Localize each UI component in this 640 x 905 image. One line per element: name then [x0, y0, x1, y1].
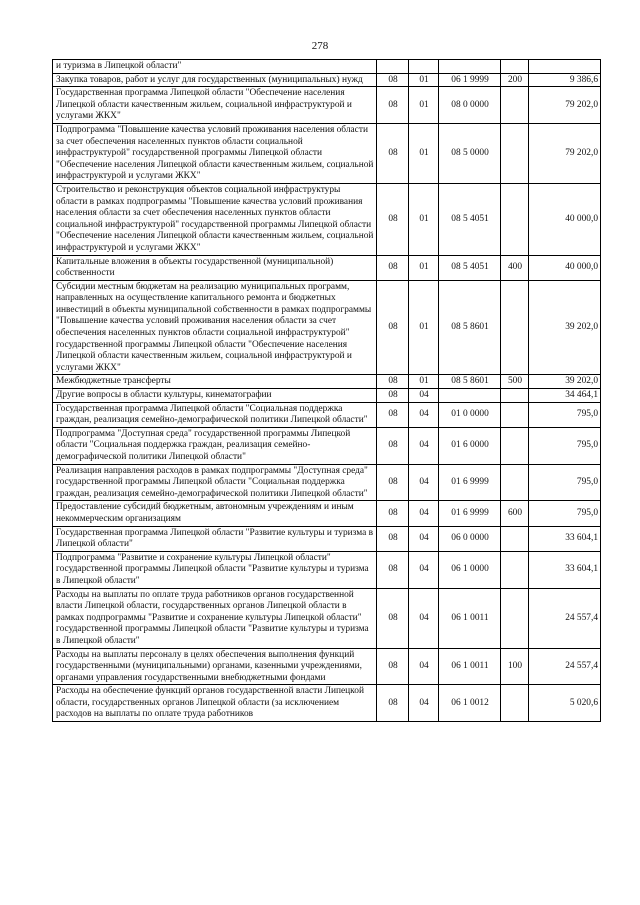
- row-amount: 79 202,0: [529, 123, 601, 183]
- table-row: [53, 427, 601, 464]
- table-row: [53, 389, 601, 403]
- row-amount: [529, 60, 601, 74]
- table-row: [53, 60, 601, 74]
- row-section: 08: [377, 464, 409, 501]
- row-section: 08: [377, 551, 409, 588]
- row-expense-type: [501, 685, 529, 722]
- row-name: Подпрограмма "Доступная среда" государственной программы Липецкой области "Социальная поддержка граждан, реализация семейно-демографической политики Липецкой области": [53, 427, 377, 464]
- table-row: [53, 551, 601, 588]
- row-name: Государственная программа Липецкой области "Обеспечение населения Липецкой области качественным жильем, социальной инфраструктурой и услугами ЖКХ": [53, 87, 377, 124]
- row-section: [377, 60, 409, 74]
- row-expense-type: [501, 183, 529, 255]
- row-subsection: 04: [409, 389, 439, 403]
- row-name: Другие вопросы в области культуры, кинематографии: [53, 389, 377, 403]
- row-name: Закупка товаров, работ и услуг для государственных (муниципальных) нужд: [53, 73, 377, 87]
- row-name: Реализация направления расходов в рамках подпрограммы "Доступная среда" государственной программы Липецкой области "Социальная поддержка граждан, реализация семейно-демографической политики Липецкой области": [53, 464, 377, 501]
- row-target-article: 01 6 0000: [439, 427, 501, 464]
- table-row: [53, 280, 601, 375]
- row-target-article: 01 0 0000: [439, 402, 501, 427]
- row-section: 08: [377, 375, 409, 389]
- table-row: [53, 464, 601, 501]
- table-row: [53, 501, 601, 526]
- row-target-article: 06 1 9999: [439, 73, 501, 87]
- row-subsection: 04: [409, 588, 439, 648]
- row-name: Межбюджетные трансферты: [53, 375, 377, 389]
- table-row: [53, 685, 601, 722]
- row-target-article: 01 6 9999: [439, 501, 501, 526]
- row-subsection: 04: [409, 551, 439, 588]
- row-section: 08: [377, 427, 409, 464]
- row-amount: 33 604,1: [529, 526, 601, 551]
- row-name: Расходы на обеспечение функций органов государственной власти Липецкой области, государственных органов Липецкой области (за исключением расходов на выплаты по оплате труда работников: [53, 685, 377, 722]
- table-row: [53, 255, 601, 280]
- row-expense-type: [501, 464, 529, 501]
- row-name: Подпрограмма "Развитие и сохранение культуры Липецкой области" государственной программы Липецкой области "Развитие культуры и туризма в Липецкой области": [53, 551, 377, 588]
- row-amount: 5 020,6: [529, 685, 601, 722]
- row-subsection: 04: [409, 427, 439, 464]
- table-row: [53, 526, 601, 551]
- row-target-article: 06 1 0000: [439, 551, 501, 588]
- row-amount: 39 202,0: [529, 375, 601, 389]
- row-expense-type: 500: [501, 375, 529, 389]
- row-section: 08: [377, 501, 409, 526]
- table-row: [53, 402, 601, 427]
- row-subsection: 04: [409, 501, 439, 526]
- row-section: 08: [377, 588, 409, 648]
- row-name: Предоставление субсидий бюджетным, автономным учреждениям и иным некоммерческим организациям: [53, 501, 377, 526]
- table-row: [53, 73, 601, 87]
- row-expense-type: [501, 60, 529, 74]
- row-amount: 33 604,1: [529, 551, 601, 588]
- row-expense-type: [501, 389, 529, 403]
- row-section: 08: [377, 526, 409, 551]
- row-target-article: 08 5 8601: [439, 280, 501, 375]
- row-subsection: 01: [409, 87, 439, 124]
- row-amount: 795,0: [529, 427, 601, 464]
- row-target-article: 01 6 9999: [439, 464, 501, 501]
- row-section: 08: [377, 183, 409, 255]
- row-amount: 40 000,0: [529, 255, 601, 280]
- table-row: [53, 123, 601, 183]
- row-target-article: [439, 389, 501, 403]
- row-expense-type: [501, 280, 529, 375]
- row-section: 08: [377, 280, 409, 375]
- row-target-article: 08 5 8601: [439, 375, 501, 389]
- table-row: [53, 375, 601, 389]
- table-row: [53, 648, 601, 685]
- row-subsection: 04: [409, 402, 439, 427]
- row-amount: 795,0: [529, 501, 601, 526]
- row-expense-type: [501, 588, 529, 648]
- row-subsection: 04: [409, 648, 439, 685]
- row-expense-type: [501, 87, 529, 124]
- row-amount: 79 202,0: [529, 87, 601, 124]
- row-name: Расходы на выплаты персоналу в целях обеспечения выполнения функций государственными (муниципальными) органами, казенными учреждениями, органами управления государственными внебюджетными фондами: [53, 648, 377, 685]
- row-name: Государственная программа Липецкой области "Развитие культуры и туризма в Липецкой области": [53, 526, 377, 551]
- row-subsection: 04: [409, 464, 439, 501]
- row-amount: 795,0: [529, 464, 601, 501]
- row-expense-type: [501, 551, 529, 588]
- table-row: [53, 588, 601, 648]
- row-target-article: 06 0 0000: [439, 526, 501, 551]
- row-section: 08: [377, 648, 409, 685]
- row-target-article: 08 0 0000: [439, 87, 501, 124]
- row-target-article: 08 5 4051: [439, 255, 501, 280]
- table-row: [53, 87, 601, 124]
- row-name: Субсидии местным бюджетам на реализацию муниципальных программ, направленных на осуществление капитального ремонта и бюджетных инвестиций в объекты муниципальной собственности в рамках подпрограммы "Повышение качества условий проживания населения области за счет обеспечения населенных пунктов области социальной инфраструктурой" государственной программы Липецкой области "Обеспечение населения Липецкой области качественным жильем, социальной инфраструктурой и услугами ЖКХ": [53, 280, 377, 375]
- page-number: 278: [311, 40, 329, 52]
- row-section: 08: [377, 685, 409, 722]
- row-expense-type: 600: [501, 501, 529, 526]
- row-section: 08: [377, 73, 409, 87]
- row-expense-type: [501, 526, 529, 551]
- row-amount: 40 000,0: [529, 183, 601, 255]
- row-subsection: 01: [409, 255, 439, 280]
- row-expense-type: 200: [501, 73, 529, 87]
- row-amount: 795,0: [529, 402, 601, 427]
- row-amount: 24 557,4: [529, 648, 601, 685]
- row-section: 08: [377, 255, 409, 280]
- row-section: 08: [377, 389, 409, 403]
- row-expense-type: [501, 427, 529, 464]
- table-row: [53, 183, 601, 255]
- row-target-article: 08 5 0000: [439, 123, 501, 183]
- row-subsection: 01: [409, 183, 439, 255]
- row-section: 08: [377, 402, 409, 427]
- row-subsection: 04: [409, 526, 439, 551]
- budget-table: [52, 59, 601, 722]
- row-target-article: 06 1 0011: [439, 588, 501, 648]
- row-section: 08: [377, 123, 409, 183]
- row-name: Государственная программа Липецкой области "Социальная поддержка граждан, реализация семейно-демографической политики Липецкой области": [53, 402, 377, 427]
- row-expense-type: [501, 402, 529, 427]
- row-amount: 39 202,0: [529, 280, 601, 375]
- row-amount: 24 557,4: [529, 588, 601, 648]
- row-subsection: [409, 60, 439, 74]
- row-section: 08: [377, 87, 409, 124]
- row-name: Строительство и реконструкция объектов социальной инфраструктуры области в рамках подпрограммы "Повышение качества условий проживания населения области за счет обеспечения населенных пунктов области социальной инфраструктурой" государственной программы Липецкой области "Обеспечение населения Липецкой области качественным жильем, социальной инфраструктурой и услугами ЖКХ": [53, 183, 377, 255]
- row-name: Подпрограмма "Повышение качества условий проживания населения области за счет обеспечения населенных пунктов области социальной инфраструктурой" государственной программы Липецкой области "Обеспечение населения Липецкой области качественным жильем, социальной инфраструктурой и услугами ЖКХ": [53, 123, 377, 183]
- row-name: Капитальные вложения в объекты государственной (муниципальной) собственности: [53, 255, 377, 280]
- row-subsection: 01: [409, 375, 439, 389]
- row-amount: 9 386,6: [529, 73, 601, 87]
- row-expense-type: 100: [501, 648, 529, 685]
- row-subsection: 01: [409, 123, 439, 183]
- row-target-article: 06 1 0011: [439, 648, 501, 685]
- row-expense-type: [501, 123, 529, 183]
- row-name: Расходы на выплаты по оплате труда работников органов государственной власти Липецкой области, государственных органов Липецкой области в рамках подпрограммы "Развитие и сохранение культуры Липецкой области" государственной программы Липецкой области "Развитие культуры и туризма в Липецкой области": [53, 588, 377, 648]
- row-subsection: 01: [409, 73, 439, 87]
- row-name: и туризма в Липецкой области": [53, 60, 377, 74]
- table-body: [53, 60, 601, 722]
- row-subsection: 01: [409, 280, 439, 375]
- row-expense-type: 400: [501, 255, 529, 280]
- row-target-article: [439, 60, 501, 74]
- row-target-article: 06 1 0012: [439, 685, 501, 722]
- row-target-article: 08 5 4051: [439, 183, 501, 255]
- row-amount: 34 464,1: [529, 389, 601, 403]
- row-subsection: 04: [409, 685, 439, 722]
